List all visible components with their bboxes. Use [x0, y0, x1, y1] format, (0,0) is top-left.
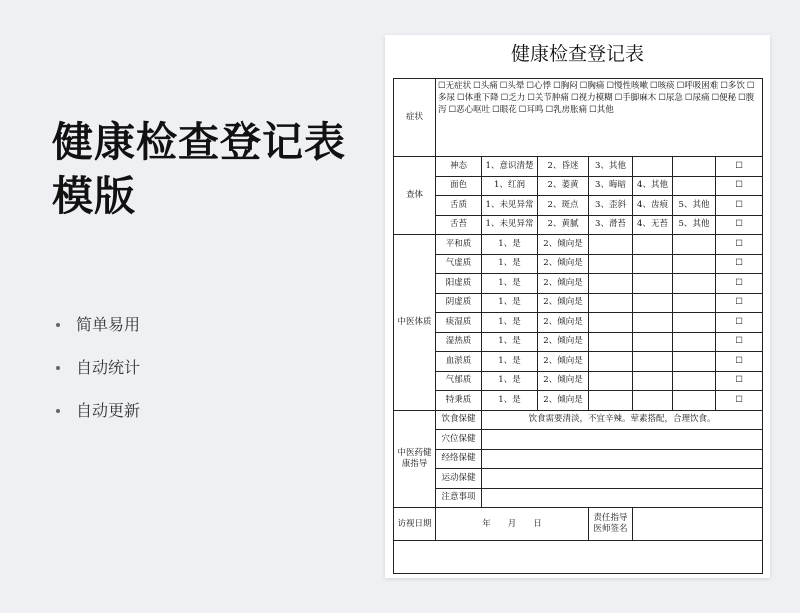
symptom-option[interactable]: ☐ 心悸 [526, 81, 551, 91]
symptom-option[interactable]: ☐ 乳房胀痛 [545, 105, 587, 115]
exam-option [633, 157, 673, 177]
constitution-option-yes: 1、是 [482, 293, 538, 313]
page-title: 健康检查登记表模版 [52, 118, 346, 220]
exam-option: 5、其他 [673, 215, 716, 235]
blank-row [394, 541, 763, 574]
constitution-row [394, 254, 763, 274]
exam-option: 1、红润 [482, 176, 538, 196]
empty-cell [589, 371, 633, 391]
constitution-option-tendency: 2、倾向是 [538, 313, 589, 333]
empty-cell [589, 391, 633, 411]
empty-cell [633, 254, 673, 274]
constitution-type: 湿热质 [436, 332, 482, 352]
empty-cell [673, 332, 716, 352]
constitution-option-tendency: 2、倾向是 [538, 391, 589, 411]
constitution-option-yes: 1、是 [482, 235, 538, 255]
symptom-option[interactable]: ☐ 多饮 [720, 81, 745, 91]
empty-cell [589, 274, 633, 294]
exam-item-name: 面色 [436, 176, 482, 196]
symptom-option[interactable]: ☐ 眼花 [492, 105, 517, 115]
constitution-option-yes: 1、是 [482, 274, 538, 294]
symptom-option[interactable]: ☐ 便秘 [712, 93, 737, 103]
checkbox[interactable]: ☐ [716, 332, 763, 352]
exam-option: 2、黄腻 [538, 215, 589, 235]
empty-cell [673, 371, 716, 391]
constitution-option-tendency: 2、倾向是 [538, 235, 589, 255]
empty-cell [633, 391, 673, 411]
guidance-item-name: 穴位保健 [436, 430, 482, 450]
guidance-item-name: 经络保健 [436, 449, 482, 469]
visit-row [394, 508, 763, 541]
empty-cell [633, 332, 673, 352]
empty-cell [673, 293, 716, 313]
exam-item-name: 舌苔 [436, 215, 482, 235]
exam-item-name: 神态 [436, 157, 482, 177]
constitution-row [394, 352, 763, 372]
constitution-label: 中医体质 [394, 235, 436, 411]
health-check-table [393, 78, 763, 574]
exam-option: 3、歪斜 [589, 196, 633, 216]
guidance-row [394, 449, 763, 469]
empty-cell [673, 274, 716, 294]
exam-row [394, 196, 763, 216]
checkbox[interactable]: ☐ [716, 196, 763, 216]
symptom-option[interactable]: ☐ 胸闷 [553, 81, 578, 91]
constitution-option-tendency: 2、倾向是 [538, 293, 589, 313]
exam-label: 查体 [394, 157, 436, 235]
doctor-signature-field[interactable] [633, 508, 763, 541]
checkbox[interactable]: ☐ [716, 235, 763, 255]
symptom-option[interactable]: ☐ 其他 [589, 105, 614, 115]
visit-date-value[interactable]: 年 月 日 [436, 508, 589, 541]
constitution-option-yes: 1、是 [482, 332, 538, 352]
constitution-option-tendency: 2、倾向是 [538, 371, 589, 391]
guidance-row [394, 430, 763, 450]
empty-cell [589, 235, 633, 255]
exam-option [673, 157, 716, 177]
constitution-row [394, 391, 763, 411]
checkbox[interactable]: ☐ [716, 391, 763, 411]
exam-option: 2、斑点 [538, 196, 589, 216]
constitution-option-yes: 1、是 [482, 352, 538, 372]
constitution-option-yes: 1、是 [482, 254, 538, 274]
empty-cell [673, 313, 716, 333]
doctor-signature-label: 责任指导医师签名 [589, 508, 633, 541]
symptom-option[interactable]: ☐ 呼吸困难 [677, 81, 719, 91]
empty-cell [633, 235, 673, 255]
exam-option: 1、未见异常 [482, 196, 538, 216]
checkbox[interactable]: ☐ [716, 254, 763, 274]
constitution-type: 血淤质 [436, 352, 482, 372]
exam-row [394, 176, 763, 196]
symptom-option[interactable]: ☐ 耳鸣 [519, 105, 544, 115]
guidance-value[interactable]: 饮食需要清淡，不宜辛辣。荤素搭配，合理饮食。 [482, 410, 763, 430]
symptom-option[interactable]: ☐ 头痛 [473, 81, 498, 91]
exam-option: 1、未见异常 [482, 215, 538, 235]
symptom-option[interactable]: ☐ 关节肿痛 [527, 93, 569, 103]
empty-cell [633, 313, 673, 333]
constitution-row [394, 332, 763, 352]
empty-cell [633, 371, 673, 391]
exam-option: 3、滑苔 [589, 215, 633, 235]
exam-row [394, 215, 763, 235]
symptom-option[interactable]: ☐ 乏力 [501, 93, 526, 103]
constitution-type: 气郁质 [436, 371, 482, 391]
exam-option [673, 176, 716, 196]
guidance-value[interactable] [482, 430, 763, 450]
constitution-option-yes: 1、是 [482, 391, 538, 411]
exam-option: 2、萎黄 [538, 176, 589, 196]
form-body [394, 79, 763, 574]
exam-row [394, 157, 763, 177]
guidance-item-name: 运动保健 [436, 469, 482, 489]
constitution-option-yes: 1、是 [482, 313, 538, 333]
guidance-value[interactable] [482, 469, 763, 489]
empty-cell [673, 391, 716, 411]
exam-option: 3、其他 [589, 157, 633, 177]
exam-option: 2、昏迷 [538, 157, 589, 177]
empty-cell [589, 313, 633, 333]
constitution-option-yes: 1、是 [482, 371, 538, 391]
visit-date-label: 访视日期 [394, 508, 436, 541]
guidance-item-name: 注意事项 [436, 488, 482, 508]
empty-cell [673, 254, 716, 274]
symptom-option[interactable]: ☐ 慢性咳嗽 [606, 81, 648, 91]
constitution-type: 气虚质 [436, 254, 482, 274]
constitution-row [394, 371, 763, 391]
symptom-option[interactable]: ☐ 咳痰 [650, 81, 675, 91]
form-document [385, 35, 770, 578]
empty-cell [673, 352, 716, 372]
symptom-option[interactable]: ☐ 头晕 [500, 81, 525, 91]
feature-item: 简单易用 [56, 312, 140, 355]
checkbox[interactable]: ☐ [716, 157, 763, 177]
exam-option: 4、无苔 [633, 215, 673, 235]
form-title: 健康检查登记表 [510, 43, 644, 65]
exam-option: 4、齿痕 [633, 196, 673, 216]
exam-option: 3、晦暗 [589, 176, 633, 196]
constitution-row [394, 313, 763, 333]
symptom-option[interactable]: ☐ 腹泻 [438, 93, 754, 115]
empty-cell [633, 352, 673, 372]
symptom-option[interactable]: ☐ 恶心呕吐 [449, 105, 491, 115]
constitution-row [394, 293, 763, 313]
checkbox[interactable]: ☐ [716, 274, 763, 294]
feature-list [56, 312, 140, 441]
guidance-label: 中医药健康指导 [394, 410, 436, 508]
empty-cell [394, 541, 763, 574]
guidance-row [394, 410, 763, 430]
symptom-option[interactable]: ☐ 多尿 [438, 81, 755, 103]
checkbox[interactable]: ☐ [716, 313, 763, 333]
feature-item: 自动统计 [56, 355, 140, 398]
guidance-item-name: 饮食保健 [436, 410, 482, 430]
constitution-row [394, 235, 763, 255]
empty-cell [633, 293, 673, 313]
constitution-type: 痰湿质 [436, 313, 482, 333]
empty-cell [589, 352, 633, 372]
exam-option: 1、意识清楚 [482, 157, 538, 177]
constitution-option-tendency: 2、倾向是 [538, 332, 589, 352]
exam-item-name: 舌质 [436, 196, 482, 216]
empty-cell [589, 332, 633, 352]
empty-cell [589, 293, 633, 313]
constitution-type: 平和质 [436, 235, 482, 255]
symptom-option[interactable]: ☐ 视力模糊 [571, 93, 613, 103]
constitution-row [394, 274, 763, 294]
symptom-option[interactable]: ☐ 手脚麻木 [615, 93, 657, 103]
guidance-row [394, 488, 763, 508]
symptom-option[interactable]: ☐ 胸痛 [580, 81, 605, 91]
constitution-type: 阴虚质 [436, 293, 482, 313]
checkbox[interactable]: ☐ [716, 352, 763, 372]
symptom-option[interactable]: ☐ 尿急 [658, 93, 683, 103]
exam-option: 5、其他 [673, 196, 716, 216]
checkbox[interactable]: ☐ [716, 293, 763, 313]
empty-cell [633, 274, 673, 294]
guidance-value[interactable] [482, 449, 763, 469]
symptom-option[interactable]: ☐ 体重下降 [457, 93, 499, 103]
constitution-type: 阳虚质 [436, 274, 482, 294]
guidance-value[interactable] [482, 488, 763, 508]
empty-cell [589, 254, 633, 274]
symptoms-label: 症状 [394, 79, 436, 157]
empty-cell [673, 235, 716, 255]
constitution-option-tendency: 2、倾向是 [538, 352, 589, 372]
feature-item: 自动更新 [56, 398, 140, 441]
symptoms-options [436, 79, 763, 157]
checkbox[interactable]: ☐ [716, 371, 763, 391]
guidance-row [394, 469, 763, 489]
constitution-type: 特秉质 [436, 391, 482, 411]
symptoms-row [394, 79, 763, 157]
symptom-option[interactable]: ☐ 尿痛 [685, 93, 710, 103]
exam-option: 4、其他 [633, 176, 673, 196]
constitution-option-tendency: 2、倾向是 [538, 254, 589, 274]
constitution-option-tendency: 2、倾向是 [538, 274, 589, 294]
symptom-option[interactable]: ☐ 无症状 [438, 81, 471, 91]
checkbox[interactable]: ☐ [716, 176, 763, 196]
checkbox[interactable]: ☐ [716, 215, 763, 235]
